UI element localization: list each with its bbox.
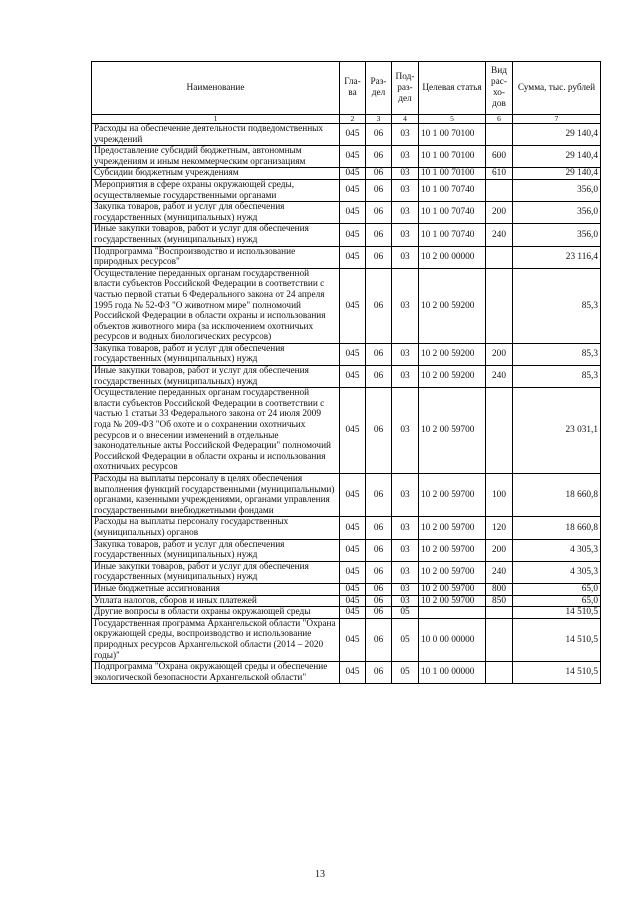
cell-podrazdel: 05 bbox=[392, 618, 419, 661]
cell-target: 10 0 00 00000 bbox=[419, 618, 486, 661]
cell-name: Иные закупки товаров, работ и услуг для обеспечения государственных (муниципальных) нужд bbox=[92, 366, 340, 388]
cell-sum: 356,0 bbox=[513, 202, 601, 224]
cell-podrazdel: 05 bbox=[392, 662, 419, 684]
table-header-row bbox=[92, 62, 601, 115]
cell-podrazdel: 03 bbox=[392, 124, 419, 146]
column-number: 6 bbox=[486, 115, 513, 124]
cell-vid bbox=[486, 662, 513, 684]
cell-sum: 29 140,4 bbox=[513, 168, 601, 180]
page-number: 13 bbox=[315, 869, 325, 880]
cell-razdel: 06 bbox=[366, 618, 392, 661]
cell-sum: 4 305,3 bbox=[513, 539, 601, 561]
cell-vid: 200 bbox=[486, 539, 513, 561]
cell-razdel: 06 bbox=[366, 124, 392, 146]
cell-glava: 045 bbox=[340, 662, 366, 684]
table-row bbox=[92, 662, 601, 684]
cell-vid bbox=[486, 268, 513, 343]
cell-name: Расходы на выплаты персоналу в целях обеспечения выполнения функций государственными (муниципальными) органами, казенными учреждениями, органами управления государственными внебюджетными фондами bbox=[92, 474, 340, 517]
cell-target: 10 1 00 70100 bbox=[419, 168, 486, 180]
cell-podrazdel: 03 bbox=[392, 474, 419, 517]
cell-vid bbox=[486, 246, 513, 268]
table-row bbox=[92, 179, 601, 201]
cell-podrazdel: 03 bbox=[392, 224, 419, 246]
column-number: 4 bbox=[392, 115, 419, 124]
cell-podrazdel: 03 bbox=[392, 168, 419, 180]
table-row bbox=[92, 202, 601, 224]
cell-glava: 045 bbox=[340, 474, 366, 517]
cell-vid bbox=[486, 388, 513, 474]
cell-vid: 610 bbox=[486, 168, 513, 180]
cell-razdel: 06 bbox=[366, 366, 392, 388]
cell-sum: 85,3 bbox=[513, 268, 601, 343]
cell-target: 10 2 00 59700 bbox=[419, 595, 486, 607]
cell-razdel: 06 bbox=[366, 202, 392, 224]
cell-target: 10 1 00 70100 bbox=[419, 124, 486, 146]
cell-razdel: 06 bbox=[366, 561, 392, 583]
table-row bbox=[92, 618, 601, 661]
cell-name: Государственная программа Архангельской области "Охрана окружающей среды, воспроизводство и использование природных ресурсов Архангельской области (2014 – 2020 годы)" bbox=[92, 618, 340, 661]
cell-target: 10 2 00 59700 bbox=[419, 561, 486, 583]
cell-sum: 4 305,3 bbox=[513, 561, 601, 583]
cell-razdel: 06 bbox=[366, 146, 392, 168]
cell-target: 10 2 00 59700 bbox=[419, 474, 486, 517]
table-row bbox=[92, 268, 601, 343]
header-razdel: Раз-дел bbox=[366, 62, 392, 115]
cell-name: Расходы на обеспечение деятельности подведомственных учреждений bbox=[92, 124, 340, 146]
cell-name: Уплата налогов, сборов и иных платежей bbox=[92, 595, 340, 607]
header-podrazdel: Под-раз-дел bbox=[392, 62, 419, 115]
cell-sum: 29 140,4 bbox=[513, 124, 601, 146]
cell-glava: 045 bbox=[340, 268, 366, 343]
cell-podrazdel: 03 bbox=[392, 202, 419, 224]
cell-podrazdel: 03 bbox=[392, 146, 419, 168]
table-row bbox=[92, 583, 601, 595]
cell-razdel: 06 bbox=[366, 583, 392, 595]
cell-target: 10 2 00 59200 bbox=[419, 268, 486, 343]
table-row bbox=[92, 124, 601, 146]
cell-vid bbox=[486, 124, 513, 146]
column-number: 5 bbox=[419, 115, 486, 124]
header-name: Наименование bbox=[92, 62, 340, 115]
table-row bbox=[92, 343, 601, 365]
cell-razdel: 06 bbox=[366, 474, 392, 517]
cell-name: Осуществление переданных органам государственной власти субъектов Российской Федерации в соответствии с частью первой статьи 6 Федерального закона от 24 апреля 1995 года № 52-ФЗ "О животном мире" полномочий Российской Федерации в области охраны и использования объектов животного мира (за исключением охотничьих ресурсов и водных биологических ресурсов) bbox=[92, 268, 340, 343]
cell-glava: 045 bbox=[340, 366, 366, 388]
cell-podrazdel: 03 bbox=[392, 561, 419, 583]
cell-razdel: 06 bbox=[366, 595, 392, 607]
cell-name: Другие вопросы в области охраны окружающей среды bbox=[92, 607, 340, 619]
cell-name: Субсидии бюджетным учреждениям bbox=[92, 168, 340, 180]
cell-glava: 045 bbox=[340, 124, 366, 146]
cell-sum: 23 031,1 bbox=[513, 388, 601, 474]
cell-target: 10 1 00 70740 bbox=[419, 179, 486, 201]
cell-sum: 14 510,5 bbox=[513, 662, 601, 684]
cell-podrazdel: 03 bbox=[392, 343, 419, 365]
cell-name: Мероприятия в сфере охраны окружающей среды, осуществляемые государственными органами bbox=[92, 179, 340, 201]
cell-sum: 18 660,8 bbox=[513, 474, 601, 517]
cell-name: Иные бюджетные ассигнования bbox=[92, 583, 340, 595]
cell-sum: 23 116,4 bbox=[513, 246, 601, 268]
column-number: 2 bbox=[340, 115, 366, 124]
table-body bbox=[92, 124, 601, 684]
cell-glava: 045 bbox=[340, 583, 366, 595]
cell-glava: 045 bbox=[340, 224, 366, 246]
cell-razdel: 06 bbox=[366, 539, 392, 561]
cell-razdel: 06 bbox=[366, 662, 392, 684]
cell-target: 10 1 00 70740 bbox=[419, 224, 486, 246]
cell-vid bbox=[486, 607, 513, 619]
cell-name: Иные закупки товаров, работ и услуг для обеспечения государственных (муниципальных) нужд bbox=[92, 224, 340, 246]
cell-glava: 045 bbox=[340, 246, 366, 268]
cell-target bbox=[419, 607, 486, 619]
cell-sum: 85,3 bbox=[513, 343, 601, 365]
table-row bbox=[92, 595, 601, 607]
cell-vid: 600 bbox=[486, 146, 513, 168]
cell-target: 10 2 00 59200 bbox=[419, 343, 486, 365]
cell-target: 10 2 00 59700 bbox=[419, 583, 486, 595]
cell-sum: 29 140,4 bbox=[513, 146, 601, 168]
cell-target: 10 2 00 59700 bbox=[419, 388, 486, 474]
column-number: 1 bbox=[92, 115, 340, 124]
cell-podrazdel: 03 bbox=[392, 517, 419, 539]
cell-target: 10 2 00 00000 bbox=[419, 246, 486, 268]
cell-glava: 045 bbox=[340, 517, 366, 539]
cell-razdel: 06 bbox=[366, 179, 392, 201]
cell-target: 10 2 00 59700 bbox=[419, 517, 486, 539]
table-row bbox=[92, 224, 601, 246]
cell-glava: 045 bbox=[340, 388, 366, 474]
cell-vid bbox=[486, 618, 513, 661]
header-glava: Гла-ва bbox=[340, 62, 366, 115]
table-row bbox=[92, 366, 601, 388]
cell-name: Предоставление субсидий бюджетным, автономным учреждениям и иным некоммерческим организациям bbox=[92, 146, 340, 168]
table-row bbox=[92, 246, 601, 268]
cell-sum: 85,3 bbox=[513, 366, 601, 388]
cell-name: Подпрограмма "Охрана окружающей среды и обеспечение экологической безопасности Архангельской области" bbox=[92, 662, 340, 684]
cell-vid: 200 bbox=[486, 343, 513, 365]
cell-glava: 045 bbox=[340, 202, 366, 224]
header-sum: Сумма, тыс. рублей bbox=[513, 62, 601, 115]
cell-glava: 045 bbox=[340, 179, 366, 201]
cell-vid bbox=[486, 179, 513, 201]
table-row bbox=[92, 168, 601, 180]
cell-podrazdel: 03 bbox=[392, 388, 419, 474]
cell-glava: 045 bbox=[340, 168, 366, 180]
table-row bbox=[92, 388, 601, 474]
cell-vid: 100 bbox=[486, 474, 513, 517]
table-row bbox=[92, 146, 601, 168]
cell-target: 10 1 00 00000 bbox=[419, 662, 486, 684]
cell-vid: 850 bbox=[486, 595, 513, 607]
table-row bbox=[92, 474, 601, 517]
cell-podrazdel: 03 bbox=[392, 246, 419, 268]
cell-razdel: 06 bbox=[366, 607, 392, 619]
cell-sum: 356,0 bbox=[513, 179, 601, 201]
column-number: 7 bbox=[513, 115, 601, 124]
cell-glava: 045 bbox=[340, 561, 366, 583]
cell-glava: 045 bbox=[340, 539, 366, 561]
cell-glava: 045 bbox=[340, 607, 366, 619]
table-row bbox=[92, 607, 601, 619]
cell-sum: 65,0 bbox=[513, 595, 601, 607]
cell-razdel: 06 bbox=[366, 343, 392, 365]
column-number: 3 bbox=[366, 115, 392, 124]
cell-name: Закупка товаров, работ и услуг для обеспечения государственных (муниципальных) нужд bbox=[92, 202, 340, 224]
table-row bbox=[92, 561, 601, 583]
cell-glava: 045 bbox=[340, 618, 366, 661]
cell-name: Закупка товаров, работ и услуг для обеспечения государственных (муниципальных) нужд bbox=[92, 343, 340, 365]
cell-glava: 045 bbox=[340, 343, 366, 365]
cell-podrazdel: 03 bbox=[392, 539, 419, 561]
budget-table bbox=[91, 61, 601, 684]
cell-vid: 120 bbox=[486, 517, 513, 539]
cell-target: 10 1 00 70100 bbox=[419, 146, 486, 168]
cell-sum: 65,0 bbox=[513, 583, 601, 595]
cell-sum: 18 660,8 bbox=[513, 517, 601, 539]
table-row bbox=[92, 539, 601, 561]
cell-razdel: 06 bbox=[366, 168, 392, 180]
cell-vid: 800 bbox=[486, 583, 513, 595]
cell-target: 10 2 00 59200 bbox=[419, 366, 486, 388]
cell-target: 10 2 00 59700 bbox=[419, 539, 486, 561]
cell-podrazdel: 03 bbox=[392, 583, 419, 595]
cell-podrazdel: 03 bbox=[392, 366, 419, 388]
header-target: Целевая статья bbox=[419, 62, 486, 115]
cell-razdel: 06 bbox=[366, 388, 392, 474]
cell-razdel: 06 bbox=[366, 246, 392, 268]
cell-razdel: 06 bbox=[366, 268, 392, 343]
cell-vid: 240 bbox=[486, 366, 513, 388]
cell-podrazdel: 03 bbox=[392, 595, 419, 607]
cell-sum: 14 510,5 bbox=[513, 618, 601, 661]
cell-target: 10 1 00 70740 bbox=[419, 202, 486, 224]
cell-podrazdel: 03 bbox=[392, 268, 419, 343]
cell-razdel: 06 bbox=[366, 224, 392, 246]
cell-name: Подпрограмма "Воспроизводство и использование природных ресурсов" bbox=[92, 246, 340, 268]
cell-vid: 240 bbox=[486, 224, 513, 246]
cell-name: Иные закупки товаров, работ и услуг для обеспечения государственных (муниципальных) нужд bbox=[92, 561, 340, 583]
cell-glava: 045 bbox=[340, 595, 366, 607]
cell-sum: 356,0 bbox=[513, 224, 601, 246]
cell-name: Расходы на выплаты персоналу государственных (муниципальных) органов bbox=[92, 517, 340, 539]
cell-podrazdel: 03 bbox=[392, 179, 419, 201]
header-vid: Вид рас-хо-дов bbox=[486, 62, 513, 115]
cell-razdel: 06 bbox=[366, 517, 392, 539]
table-row bbox=[92, 517, 601, 539]
cell-podrazdel: 05 bbox=[392, 607, 419, 619]
cell-name: Осуществление переданных органам государственной власти субъектов Российской Федерации в соответствии с частью 1 статьи 33 Федерального закона от 24 июля 2009 года № 209-ФЗ "Об охоте и о сохранении охотничьих ресурсов и о внесении изменений в отдельные законодательные акты Российской Федерации" полномочий Российской Федерации в области охраны и использования охотничьих ресурсов bbox=[92, 388, 340, 474]
cell-name: Закупка товаров, работ и услуг для обеспечения государственных (муниципальных) нужд bbox=[92, 539, 340, 561]
cell-vid: 200 bbox=[486, 202, 513, 224]
column-number-row bbox=[92, 115, 601, 124]
cell-glava: 045 bbox=[340, 146, 366, 168]
cell-sum: 14 510,5 bbox=[513, 607, 601, 619]
cell-vid: 240 bbox=[486, 561, 513, 583]
